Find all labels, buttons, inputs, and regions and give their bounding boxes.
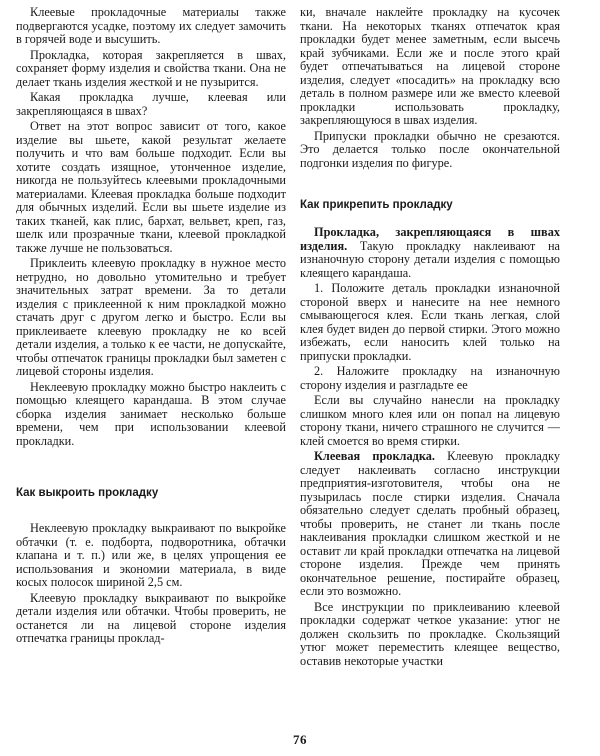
paragraph: 1. Положите деталь прокладки изнаночной стороной вверх и нанесите на нее немного смывающегося клея. Если ткань легкая, слой клея будет виден до первой стирки. Этого можно избежать, если наносить клей только на припуски прокладки. <box>300 281 560 363</box>
paragraph: Все инструкции по приклеиванию клеевой прокладки содержат четкое указание: утюг не должен скользить по прокладке. Скользящий утюг может переместить клеящее вещество, оставив некоторые участки <box>300 599 560 668</box>
paragraph: ки, вначале наклейте прокладку на кусочек ткани. На некоторых тканях отпечаток края прокладки будет менее заметным, если высечь край зубчиками. Если же и после этого край будет отпечатываться на лицевой стороне изделия, следует «посадить» на прокладку всю деталь в полном размере или же вместо клеевой прокладки использовать прокладку, закрепляющуюся в швах изделия. <box>300 6 560 127</box>
paragraph-text: Клеевую прокладку следует наклеивать согласно инструкции предприятия-изготовителя, чтобы она не пузырилась после стирки изделия. Сначала обязательно следует сделать пробный образец, чтобы проверить, не станет ли ткань после наклеивания прокладки слишком жесткой и не оставит ли край прокладки отпечатка на лицевой стороне изделия. Прежде чем принять окончательное решение, постирайте образец, если это возможно. <box>300 449 560 598</box>
section-heading-attach: Как прикрепить прокладку <box>300 199 453 211</box>
left-column <box>16 6 286 648</box>
paragraph: Какая прокладка лучше, клеевая или закрепляющаяся в швах? <box>16 90 286 118</box>
paragraph: Клеевую прокладку выкраивают по выкройке детали изделия или обтачки. Чтобы проверить, не останется ли на лицевой стороне изделия отпечатка границы проклад- <box>16 590 286 645</box>
right-column <box>300 6 560 670</box>
paragraph: Ответ на этот вопрос зависит от того, какое изделие вы шьете, какой результат желаете получить и что вам больше подходит. Если вы хотите создать изящное, утонченное изделие, никогда не пользуйтесь клеевыми прокладочными материалами. Клеевая прокладка больше подходит для обычных изделий. Если вы шьете изделие из таких тканей, как плис, бархат, вельвет, креп, газ, шелк или прозрачные ткани, клеевой прокладкой также лучше не пользоваться. <box>16 119 286 255</box>
runin-heading: Прокладка, закрепляющаяся в швах изделия. <box>300 225 560 253</box>
paragraph-fusible <box>300 450 560 599</box>
paragraph: 2. Наложите прокладку на изнаночную сторону изделия и разгладьте ее <box>300 364 560 392</box>
paragraph: Прокладка, которая закрепляется в швах, сохраняет форму изделия и свойства ткани. Она не делает ткань изделия жесткой и не пузырится. <box>16 47 286 89</box>
paragraph: Неклеевую прокладку выкраивают по выкройке обтачки (т. е. подборта, подворотника, обтачки клапана и т. п.) или же, в целях упрощения ее использования и экономии материала, в виде косых полосок шириной 2,5 см. <box>16 521 286 589</box>
paragraph: Клеевые прокладочные материалы также подвергаются усадке, поэтому их следует замочить в горячей воде и высушить. <box>16 6 286 46</box>
paragraph: Неклеевую прокладку можно быстро наклеить с помощью клеящего карандаша. В этом случае сборка изделия занимает несколько больше времени, чем при использовании клеевой прокладки. <box>16 379 286 448</box>
paragraph: Припуски прокладки обычно не срезаются. Это делается только после окончательной подгонки изделия по фигуре. <box>300 128 560 170</box>
paragraph: Приклеить клеевую прокладку в нужное место нетрудно, но довольно утомительно и требует значительных затрат времени. За то детали изделия с приклеенной к ним прокладкой можно стачать друг с другом легко и быстро. Если вы приклеиваете клеевую прокладку не ко всей детали изделия, а только к ее части, не допускайте, чтобы отпечаток границы прокладки был заметен с лицевой стороны изделия. <box>16 256 286 378</box>
paragraph: Если вы случайно нанесли на прокладку слишком много клея или он попал на лицевую сторону ткани, ничего страшного не случится — клей смоется во время стирки. <box>300 393 560 448</box>
paragraph-text: Такую прокладку наклеивают на изнаночную сторону детали изделия с помощью клеящего карандаша. <box>300 238 560 280</box>
paragraph-sewn-in <box>300 226 560 280</box>
runin-heading: Клеевая прокладка. <box>314 449 435 463</box>
section-heading-cut: Как выкроить прокладку <box>16 487 159 499</box>
page-number: 76 <box>293 732 307 747</box>
